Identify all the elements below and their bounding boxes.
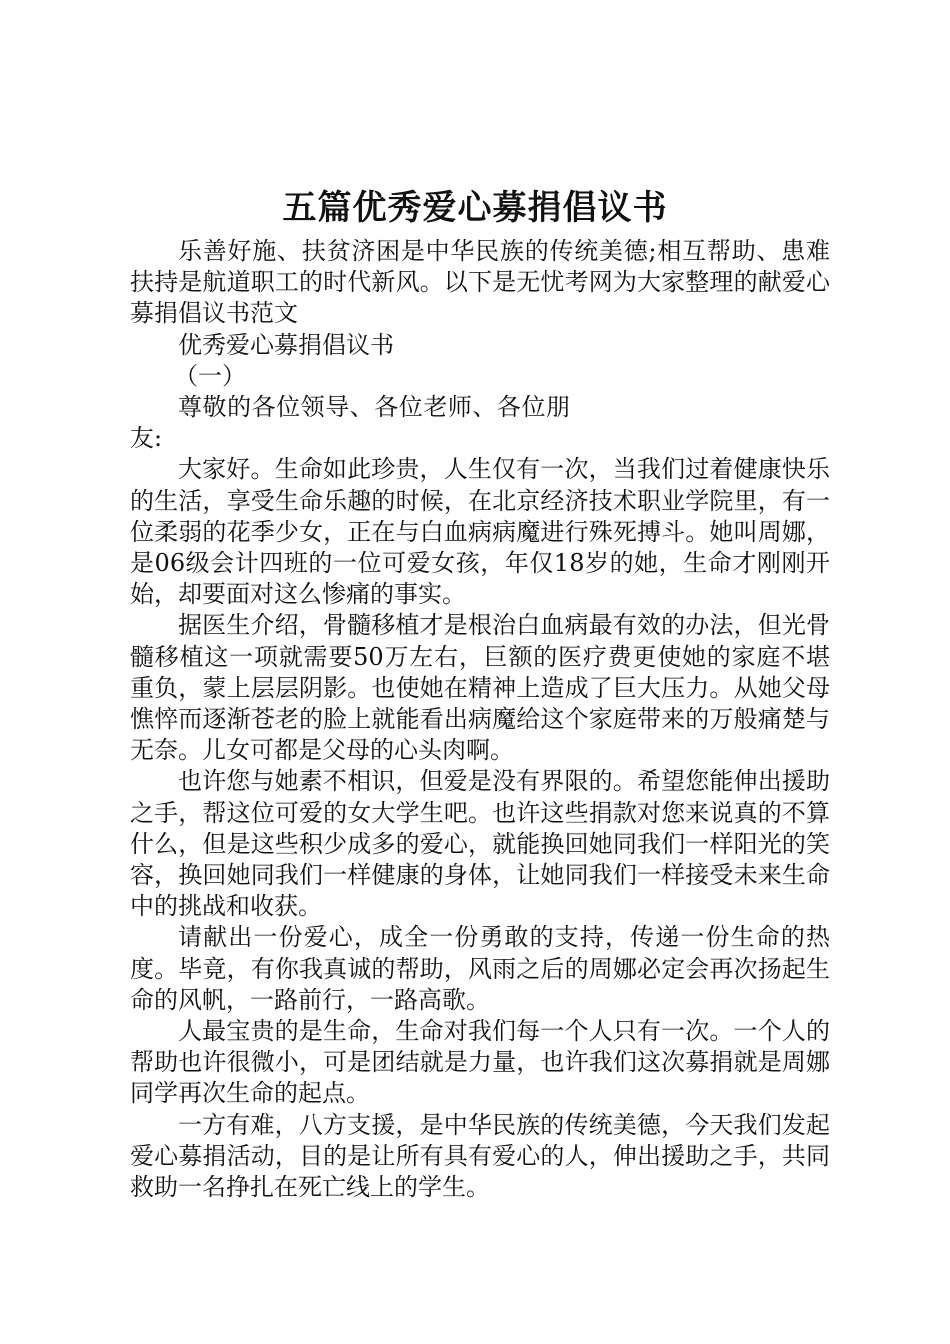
section-number: （一）: [174, 361, 246, 390]
document-title: 五篇优秀爱心募捐倡议书: [282, 188, 668, 228]
body-paragraph: 也许您与她素不相识，但爱是没有界限的。希望您能伸出援助之手，帮这位可爱的女大学生吧。也许这些捐款对您来说真的不算什么，但是这些积少成多的爱心，就能换回她同我们一样阳光的笑容，换回她同我们一样健康的身体，让她同我们一样接受未来生命中的挑战和收获。: [130, 767, 830, 921]
intro-paragraph: 乐善好施、扶贫济困是中华民族的传统美德;相互帮助、患难扶持是航道职工的时代新风。以下是无忧考网为大家整理的献爱心募捐倡议书范文: [130, 237, 830, 328]
document-body: [130, 236, 830, 1203]
body-paragraph: 大家好。生命如此珍贵，人生仅有一次，当我们过着健康快乐的生活，享受生命乐趣的时候，在北京经济技术职业学院里，有一位柔弱的花季少女，正在与白血病病魔进行殊死搏斗。她叫周娜，是06级会计四班的一位可爱女孩，年仅18岁的她，生命才刚刚开始，却要面对这么惨痛的事实。: [130, 455, 830, 609]
body-paragraph: 据医生介绍，骨髓移植才是根治白血病最有效的办法，但光骨髓移植这一项就需要50万左右，巨额的医疗费更使她的家庭不堪重负，蒙上层层阴影。也使她在精神上造成了巨大压力。从她父母憔悴而逐渐苍老的脸上就能看出病魔给这个家庭带来的万般痛楚与无奈。儿女可都是父母的心头肉啊。: [130, 611, 830, 765]
body-paragraph: 一方有难，八方支援，是中华民族的传统美德，今天我们发起爱心募捐活动，目的是让所有具有爱心的人，伸出援助之手，共同救助一名挣扎在死亡线上的学生。: [130, 1110, 830, 1202]
salutation: 尊敬的各位领导、各位老师、各位朋友:: [130, 393, 570, 453]
body-paragraph: 人最宝贵的是生命，生命对我们每一个人只有一次。一个人的帮助也许很微小，可是团结就是力量，也许我们这次募捐就是周娜同学再次生命的起点。: [130, 1017, 830, 1108]
body-paragraph: 请献出一份爱心，成全一份勇敢的支持，传递一份生命的热度。毕竟，有你我真诚的帮助，风雨之后的周娜必定会再次扬起生命的风帆，一路前行，一路高歌。: [130, 923, 830, 1014]
section-heading: 优秀爱心募捐倡议书: [178, 330, 394, 359]
